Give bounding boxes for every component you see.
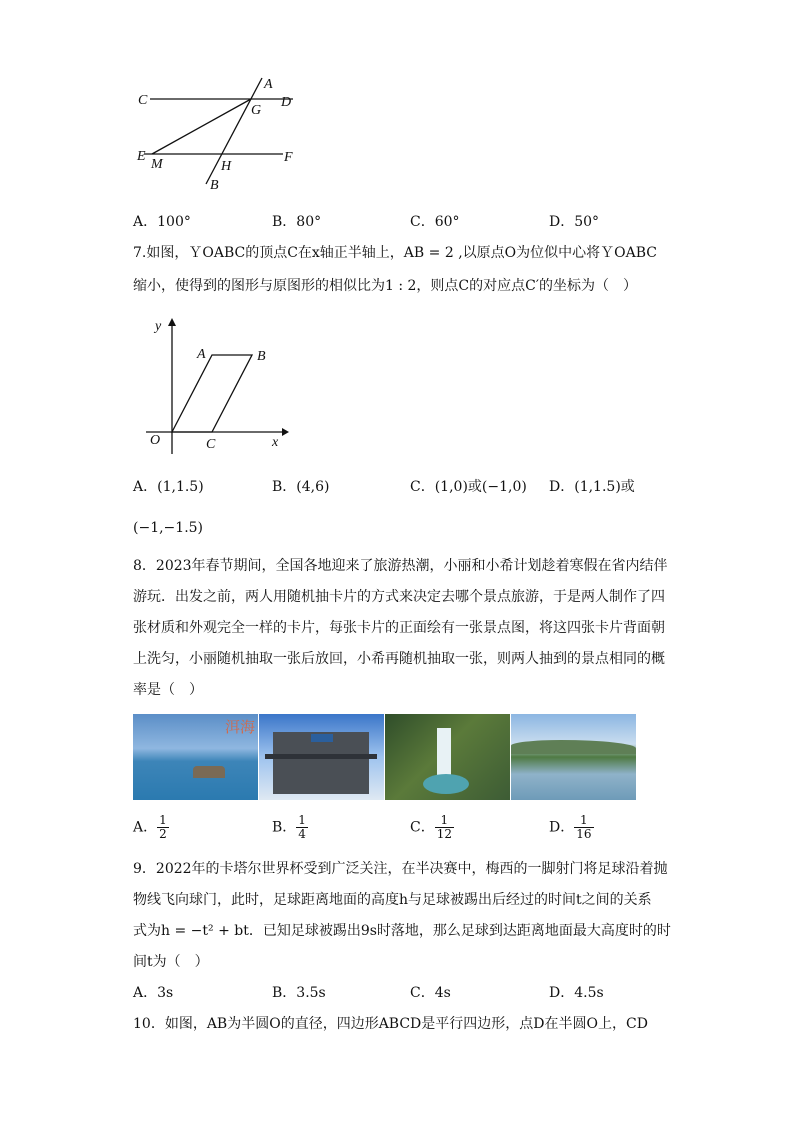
q9-line-1: 9．2022年的卡塔尔世界杯受到广泛关注，在半决赛中，梅西的一脚射门将足球沿着抛: [133, 861, 668, 877]
label-b: B: [257, 349, 266, 364]
label-a: A: [264, 77, 273, 92]
q8-option-b: B． $\frac{1}{4}$: [272, 813, 306, 841]
photo-erhai: [133, 714, 258, 800]
q6-figure: [130, 72, 310, 194]
q9-option-a: A．3s: [133, 985, 174, 1001]
q9-line-2: 物线飞向球门，此时，足球距离地面的高度h与足球被踢出后经过的时间t之间的关系: [133, 892, 652, 908]
q7-option-d: D．(1,1.5)或: [549, 479, 635, 495]
q7-line-2: 缩小，使得到的图形与原图形的相似比为1 : 2，则点C的对应点C′的坐标为（ ）: [133, 278, 638, 294]
q7-line-1: 7.如图，ＹOABC的顶点C在x轴正半轴上，AB = 2 ,以原点O为位似中心将ＹOABC: [133, 245, 657, 261]
q8-line-2: 游玩．出发之前，两人用随机抽卡片的方式来决定去哪个景点旅游，于是两人制作了四: [133, 589, 665, 605]
line-ab: [206, 78, 262, 184]
label-c: C: [206, 437, 216, 452]
q9-option-b: B．3.5s: [272, 985, 326, 1001]
label-e: E: [137, 149, 146, 164]
q7-option-c: C．(1,0)或(−1,0): [410, 479, 527, 495]
q7-option-a: A．(1,1.5): [133, 479, 204, 495]
label-d: D: [281, 95, 292, 110]
x-axis-arrow: [282, 428, 289, 436]
q8-option-a: A． $\frac{1}{2}$: [133, 813, 167, 841]
q6-option-a: A．100°: [133, 214, 191, 230]
q9-line-4: 间t为（ ）: [133, 954, 209, 970]
q8-line-4: 上洗匀，小丽随机抽取一张后放回，小希再随机抽取一张，则两人抽到的景点相同的概: [133, 651, 665, 667]
photo-lake: [511, 714, 636, 800]
q9-option-d: D．4.5s: [549, 985, 604, 1001]
q10-line-1: 10．如图，AB为半圆O的直径，四边形ABCD是平行四边形，点D在半圆O上，CD: [133, 1016, 648, 1032]
y-axis-arrow: [168, 318, 176, 326]
q6-option-c: C．60°: [410, 214, 460, 230]
label-a: A: [197, 347, 206, 362]
label-o: O: [150, 433, 161, 448]
q9-option-c: C．4s: [410, 985, 451, 1001]
photo-pavilion: [259, 714, 384, 800]
label-x: x: [272, 435, 279, 450]
q7-option-b: B．(4,6): [272, 479, 330, 495]
q7-figure: [140, 312, 290, 454]
label-h: H: [221, 159, 232, 174]
photo-waterfall: [385, 714, 510, 800]
q8-line-5: 率是（ ）: [133, 682, 203, 698]
label-y: y: [155, 319, 162, 334]
q6-option-b: B．80°: [272, 214, 322, 230]
photo-label-erhai: 洱海: [225, 718, 256, 736]
q6-option-d: D．50°: [549, 214, 600, 230]
q7-option-d-continued: (−1,−1.5): [133, 520, 204, 536]
q8-line-1: 8．2023年春节期间，全国各地迎来了旅游热潮，小丽和小希计划趁着寒假在省内结伴: [133, 558, 668, 574]
label-f: F: [284, 150, 293, 165]
parallelogram-oabc: [172, 355, 252, 432]
q8-option-d: D． $\frac{1}{16}$: [549, 813, 592, 841]
label-c: C: [138, 93, 148, 108]
q9-line-3: 式为h = −t² + bt．已知足球被踢出9s时落地，那么足球到达距离地面最大高度时的时: [133, 923, 671, 939]
label-b: B: [210, 178, 219, 193]
label-m: M: [151, 157, 163, 172]
label-g: G: [251, 103, 262, 118]
q8-line-3: 张材质和外观完全一样的卡片，每张卡片的正面绘有一张景点图，将这四张卡片背面朝: [133, 620, 665, 636]
q8-option-c: C． $\frac{1}{12}$: [410, 813, 452, 841]
